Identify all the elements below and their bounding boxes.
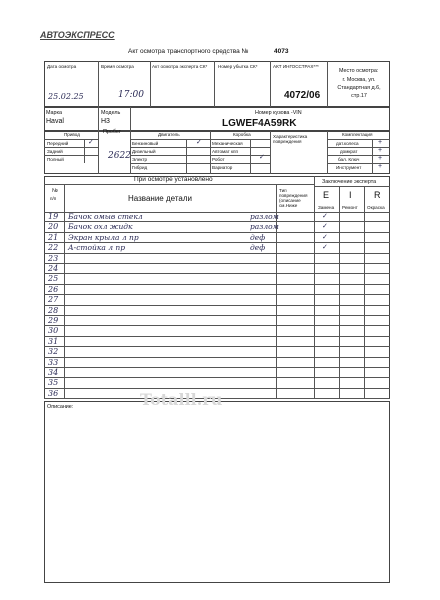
vin-label: Номер кузова -VIN [255,110,302,116]
table-row [44,326,390,336]
gearbox-row-robot: Робот [212,157,225,162]
table-row [44,212,390,222]
name-header: Название детали [128,194,192,203]
vehicle-block [44,107,390,131]
insurance-act-label: АКТ ИНГОССТРАХ*** [273,64,319,69]
drive-front-check: ✓ [88,139,94,146]
date-value: 25.02.25 [48,92,84,101]
row-number: 36 [48,388,59,398]
r-header: R [374,190,381,200]
gearbox-header: Коробка [233,132,251,137]
drive-header: Привод [64,132,80,137]
row-part-name: Бачок охл жидк [68,222,133,232]
kit-row-tools: Инструмент [336,165,362,170]
gearbox-row-manual: Механическая [212,141,243,146]
notes-block [44,401,390,583]
drive-row-front: Передний [47,141,69,146]
table-row [44,254,390,264]
row-number: 23 [48,253,59,263]
no-sub-header: п/п [50,196,57,201]
row-number: 22 [48,243,59,253]
engine-row-diesel: Дизельный [132,149,156,154]
i-header: I [349,190,352,200]
row-number: 35 [48,378,59,388]
table-row [44,233,390,243]
table-row [44,285,390,295]
row-number: 24 [48,264,59,273]
row-damage-type: деф [250,243,266,253]
loss-number-label: Номер убытка СК* [218,64,258,69]
damage-characteristic-label: Характеристика повреждения [273,134,308,144]
brand-label: Марка [46,110,63,116]
gearbox-row-cvt: Вариатор [212,165,233,170]
row-number: 25 [48,274,59,284]
document-number: 4073 [274,48,289,55]
kit-header: Комплектация [342,132,373,137]
time-label: Время осмотра [101,64,134,69]
type-header: Тип повреждения (описание см.Ниже [279,188,308,208]
company-logo: АВТОЭКСПРЕСС [40,30,115,40]
row-number: 33 [48,357,59,367]
kit-tools-mark: + [378,163,383,170]
insurance-act-value: 4072/06 [284,90,321,101]
section-title: При осмотре установлено [134,176,213,183]
brand-value: Haval [46,118,64,125]
row-part-name: А-стойка л пр [68,243,125,253]
row-damage-type: деф [250,232,266,242]
place-label: Место осмотра: [339,68,379,74]
table-row [44,358,390,368]
gearbox-robot-check: ✓ [259,154,265,161]
row-number: 26 [48,284,59,294]
table-row [44,306,390,316]
kit-row-jack: домкрат [340,149,358,154]
engine-row-hybrid: Гибрид [132,165,148,170]
engine-row-petrol: Бензиновый [132,141,159,146]
drive-row-all: Полный [47,157,64,162]
engine-row-electric: Электр [132,157,148,162]
kit-row-wheel: дат.колеса [336,141,359,146]
gearbox-row-auto: Автомат кпп [212,149,238,154]
row-replace-check: ✓ [322,213,328,220]
row-part-name: Бачок омыв стекл [68,212,143,221]
table-row [44,337,390,347]
engine-petrol-check: ✓ [196,139,202,146]
row-number: 27 [48,295,59,305]
row-part-name: Экран крыла л пр [68,232,139,242]
row-number: 31 [48,336,59,346]
table-row [44,295,390,305]
row-number: 32 [48,347,59,357]
document-title: Акт осмотра транспортного средства № [128,48,249,55]
mileage-label: Пробег [103,129,121,135]
row-number: 29 [48,316,59,325]
table-row [44,274,390,284]
table-row [44,316,390,326]
kit-wrench-mark: + [378,155,383,162]
kit-jack-mark: + [378,147,383,154]
table-row [44,264,390,274]
row-damage-type: разлом [250,212,279,221]
e-sub-header: Замена [318,205,335,210]
table-row [44,222,390,232]
model-label: Модель [101,110,121,116]
vin-value: LGWEF4A59RK [222,118,297,129]
notes-label: Описание: [47,404,74,410]
kit-row-wrench: бал. Ключ [338,157,360,162]
row-replace-check: ✓ [322,233,328,241]
row-number: 30 [48,326,59,336]
mileage-value: 2622 [108,151,131,161]
no-header: № [52,188,58,194]
place-value: г. Москва, ул. Стандартная д.6, стр.17 [337,77,381,99]
drive-row-rear: Задний [47,149,63,154]
time-value: 17:00 [118,90,144,100]
kit-wheel-mark: + [378,139,383,146]
table-row [44,347,390,357]
row-number: 21 [48,232,59,242]
i-sub-header: Ремонт [342,205,358,210]
watermark-text: Totalll.ru [140,390,223,409]
e-header: E [323,190,330,200]
row-damage-type: разлом [250,222,279,232]
expert-act-label: Акт осмотра эксперта СК* [152,64,208,69]
row-number: 20 [48,222,59,232]
row-number: 34 [48,368,59,377]
table-row [44,378,390,388]
engine-header: Двигатель [158,132,180,137]
row-replace-check: ✓ [322,223,328,231]
row-number: 19 [48,212,59,221]
table-row [44,368,390,378]
conclusion-title: Заключение эксперта [322,179,377,185]
table-row [44,243,390,253]
date-label: Дата осмотра [47,64,77,69]
r-sub-header: Окраска [367,205,385,210]
model-value: H3 [101,118,110,125]
row-replace-check: ✓ [322,244,328,252]
row-number: 28 [48,305,59,315]
